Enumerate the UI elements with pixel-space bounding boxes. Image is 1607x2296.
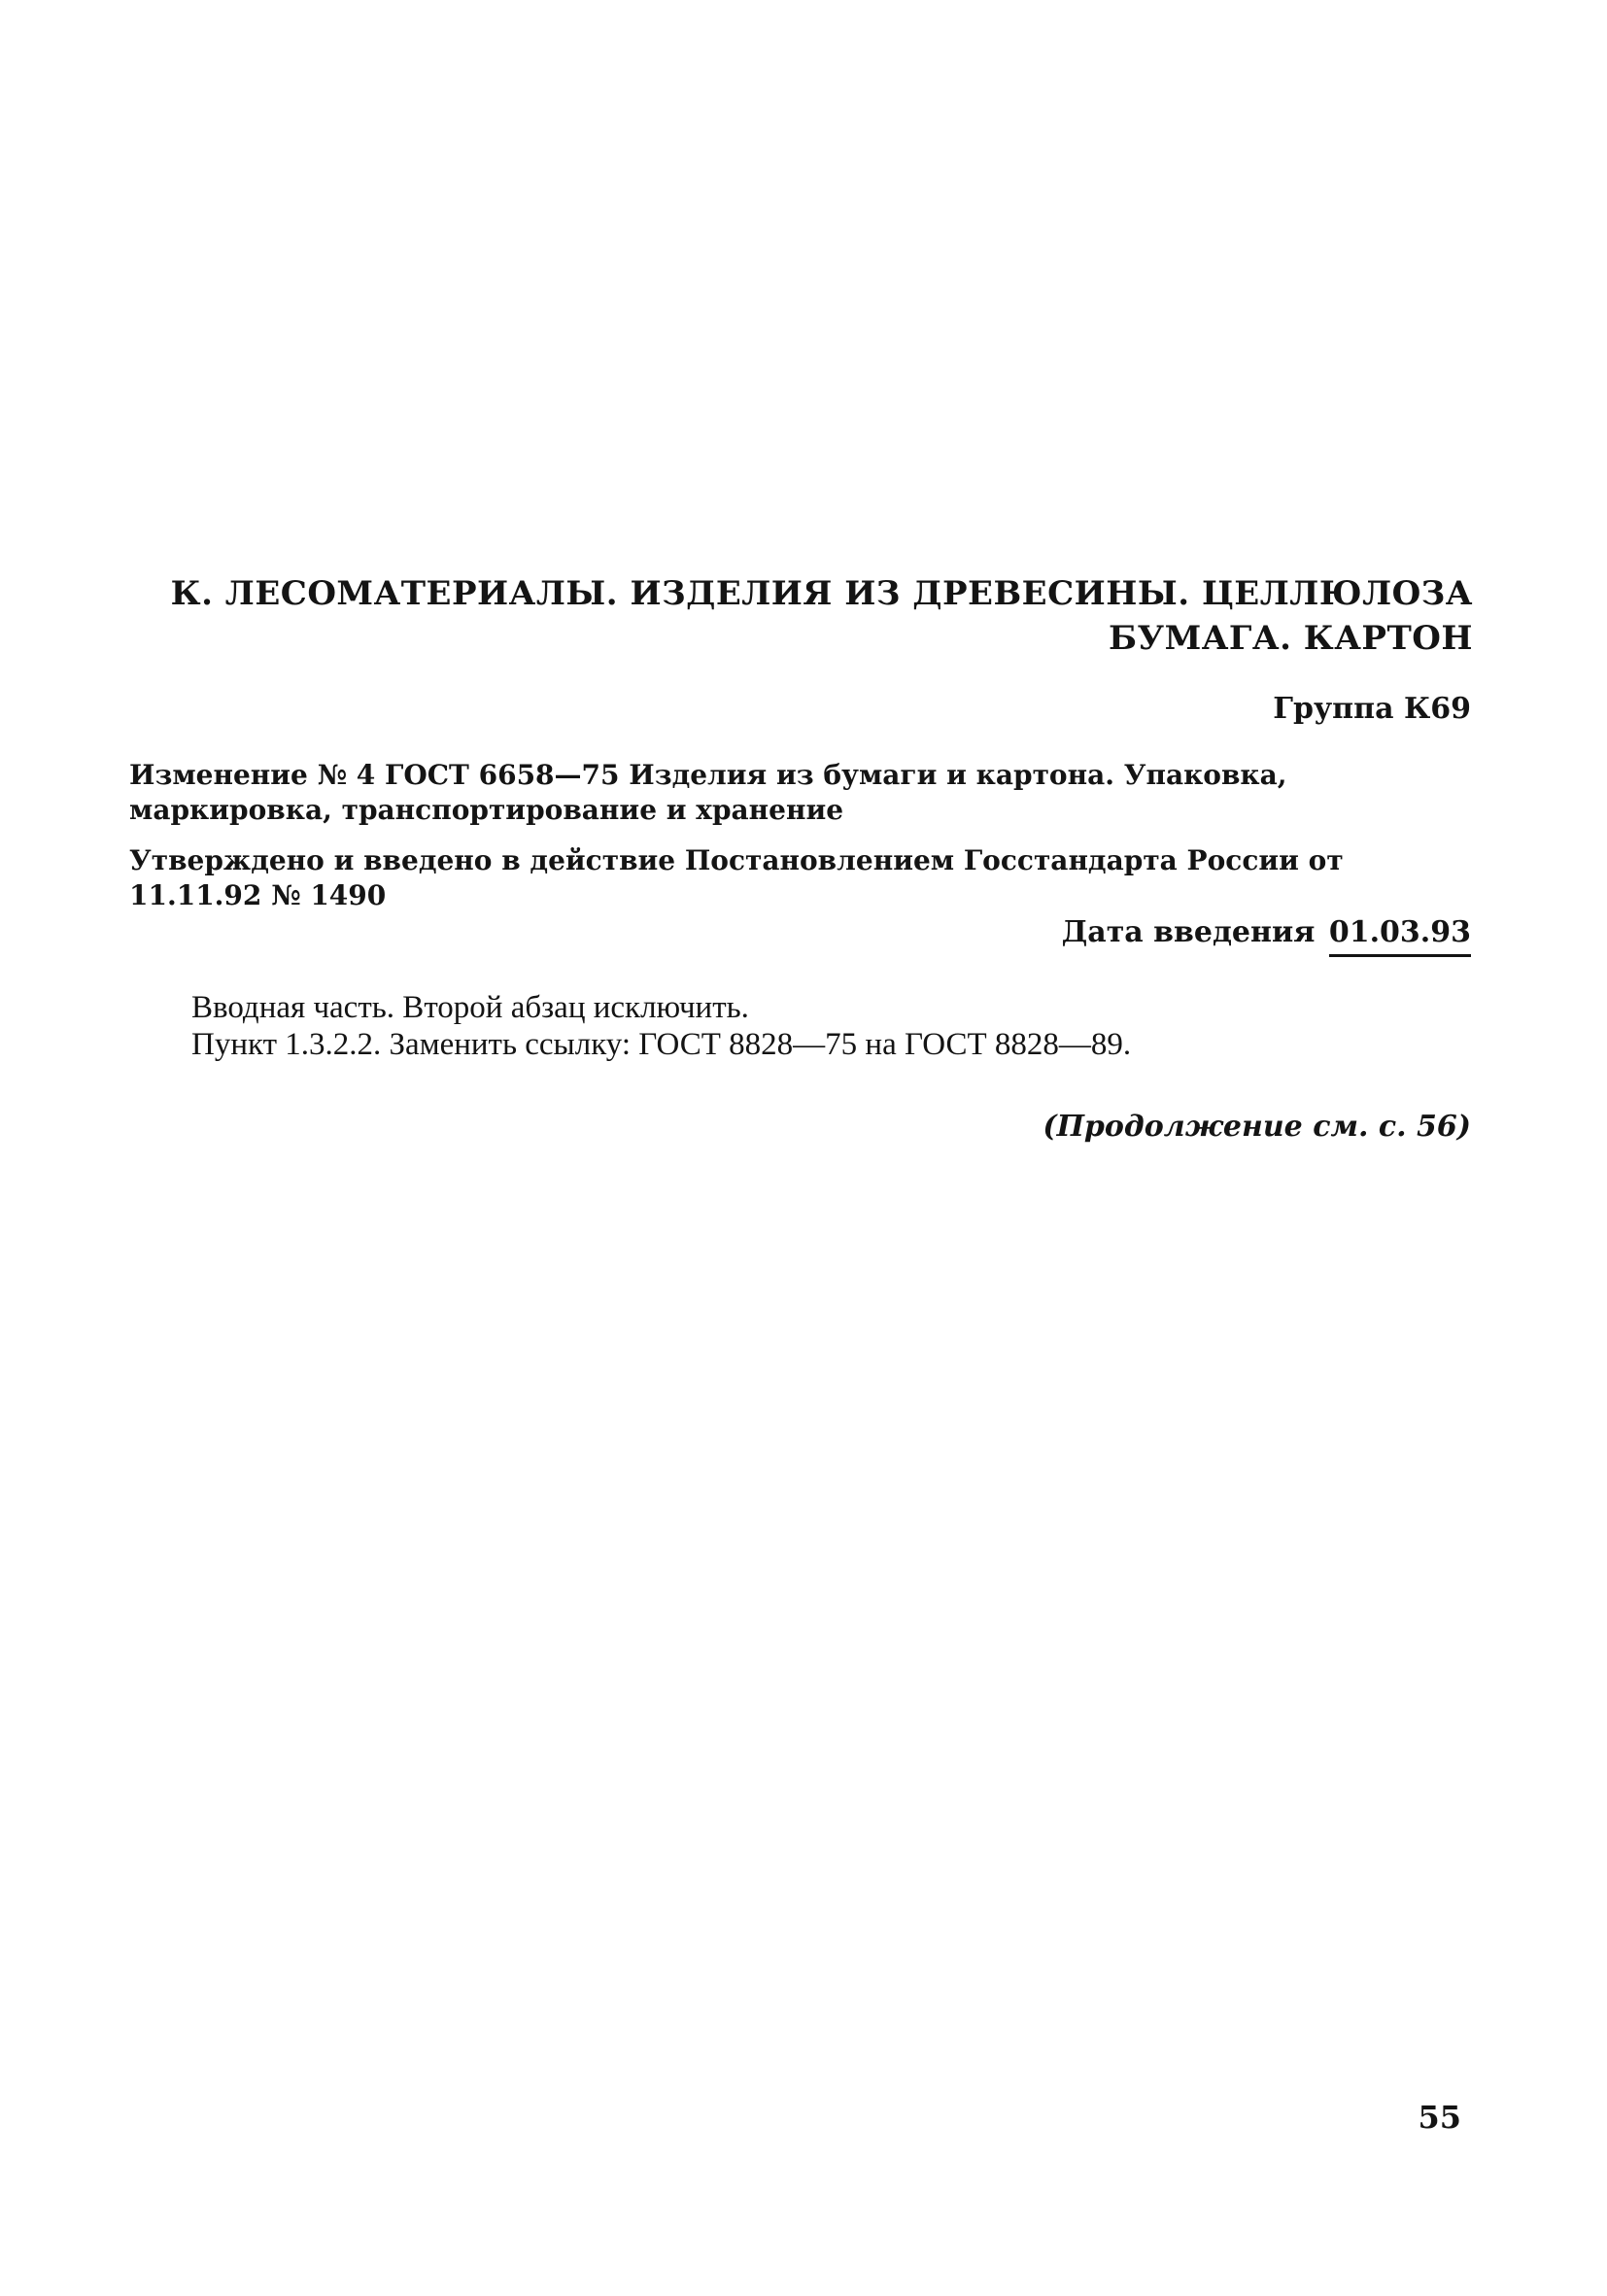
body-paragraph-1: Вводная часть. Второй абзац исключить. [191, 990, 749, 1025]
effective-date [1062, 913, 1471, 957]
amendment-title [129, 758, 1472, 828]
section-heading-line-1: К. ЛЕСОМАТЕРИАЛЫ. ИЗДЕЛИЯ ИЗ ДРЕВЕСИНЫ. ЦЕЛЛЮЛОЗА [170, 574, 1473, 613]
page-number: 55 [1418, 2099, 1461, 2136]
approval-statement [129, 843, 1472, 913]
effective-date-label: Дата введения [1061, 915, 1316, 949]
effective-date-value: 01.03.93 [1329, 913, 1471, 957]
approval-statement-line-2: 11.11.92 № 1490 [129, 879, 387, 911]
approval-statement-line-1: Утверждено и введено в действие Постановлением Госстандарта России от [129, 844, 1344, 876]
amendment-title-line-1: Изменение № 4 ГОСТ 6658—75 Изделия из бумаги и картона. Упаковка, [129, 759, 1287, 791]
section-heading-line-2: БУМАГА. КАРТОН [1108, 619, 1473, 658]
amendment-title-line-2: маркировка, транспортирование и хранение [129, 794, 844, 826]
body-paragraph-2: Пункт 1.3.2.2. Заменить ссылку: ГОСТ 8828—75 на ГОСТ 8828—89. [191, 1027, 1132, 1062]
section-heading [93, 571, 1473, 661]
continuation-note: (Продолжение см. с. 56) [1043, 1110, 1471, 1144]
group-code: Группа К69 [1273, 692, 1471, 726]
